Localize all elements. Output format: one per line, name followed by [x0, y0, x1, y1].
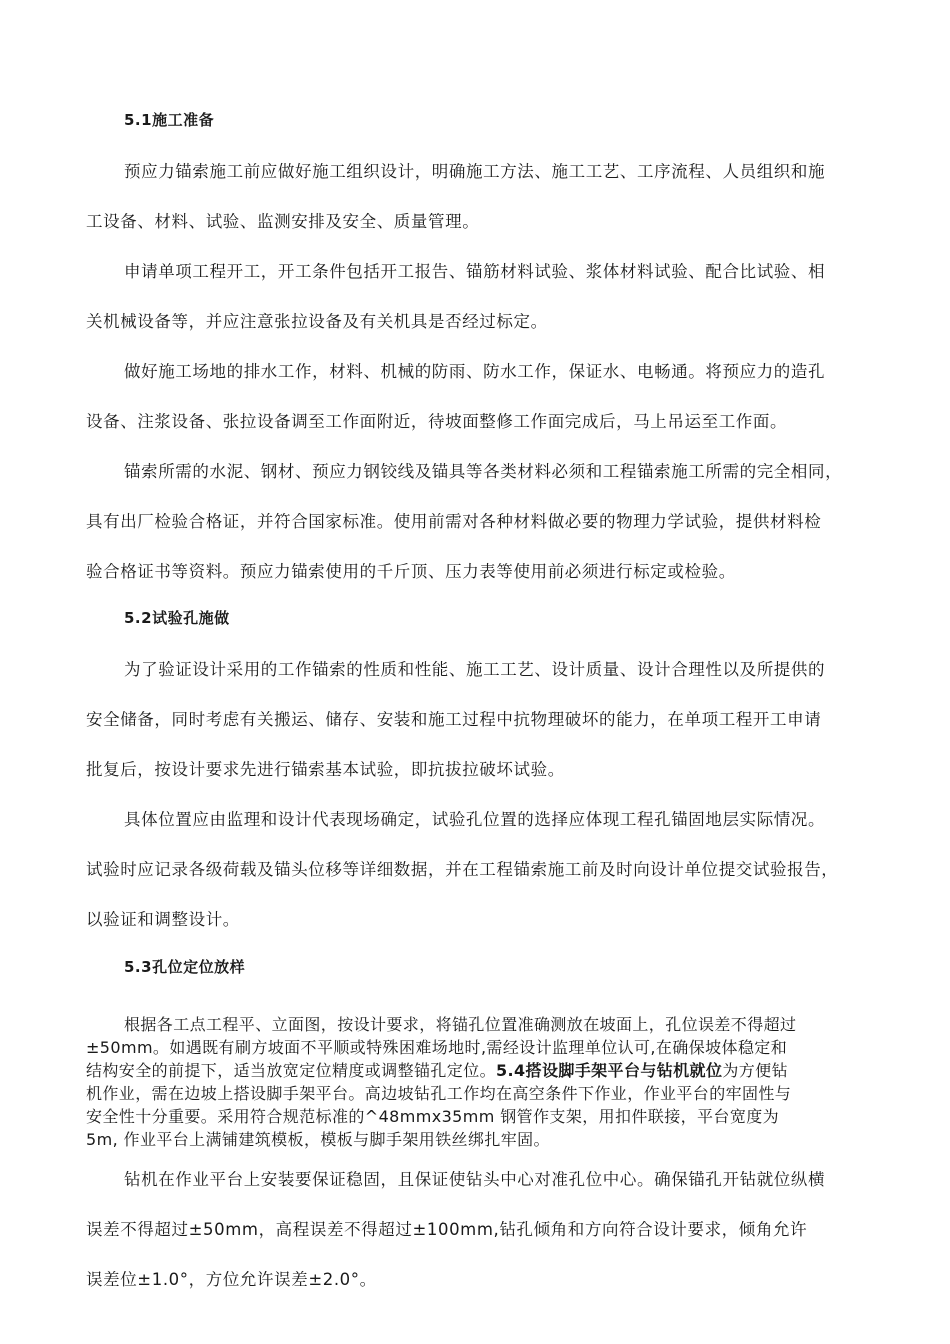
- paragraph-line: 误差不得超过±50mm，高程误差不得超过±100mm,钻孔倾角和方向符合设计要求，倾角允许: [86, 1220, 808, 1239]
- paragraph-line: ±50mm。如遇既有刷方坡面不平顺或特殊困难场地时,需经设计监理单位认可,在确保坡体稳定和: [86, 1038, 788, 1057]
- paragraph-line: 锚索所需的水泥、钢材、预应力钢铰线及锚具等各类材料必须和工程锚索施工所需的完全相同，: [124, 462, 843, 481]
- paragraph-text: 为方便钻: [722, 1061, 788, 1080]
- paragraph-line: 预应力锚索施工前应做好施工组织设计，明确施工方法、施工工艺、工序流程、人员组织和施: [124, 162, 826, 181]
- paragraph-line: 具有出厂检验合格证，并符合国家标准。使用前需对各种材料做必要的物理力学试验，提供材料检: [86, 512, 822, 531]
- section-heading-5-2: 5.2试验孔施做: [124, 609, 230, 627]
- paragraph-line: 钻机在作业平台上安装要保证稳固，且保证使钻头中心对准孔位中心。确保锚孔开钻就位纵横: [124, 1170, 826, 1189]
- section-heading-5-1: 5.1施工准备: [124, 111, 215, 129]
- section-heading-5-3: 5.3孔位定位放样: [124, 958, 246, 976]
- paragraph-line: 申请单项工程开工，开工条件包括开工报告、锚筋材料试验、浆体材料试验、配合比试验、相: [124, 262, 826, 281]
- paragraph-line: 批复后，按设计要求先进行锚索基本试验，即抗拔拉破坏试验。: [86, 760, 565, 779]
- paragraph-line-with-heading: [86, 1058, 788, 1081]
- paragraph-line: 设备、注浆设备、张拉设备调至工作面附近，待坡面整修工作面完成后，马上吊运至工作面。: [86, 412, 788, 431]
- paragraph-line: 误差位±1.0°，方位允许误差±2.0°。: [86, 1270, 377, 1289]
- paragraph-line: 关机械设备等，并应注意张拉设备及有关机具是否经过标定。: [86, 312, 548, 331]
- paragraph-line: 根据各工点工程平、立面图，按设计要求，将锚孔位置准确测放在坡面上，孔位误差不得超过: [124, 1015, 797, 1034]
- paragraph-line: 以验证和调整设计。: [86, 910, 240, 929]
- paragraph-line: 安全储备，同时考虑有关搬运、储存、安装和施工过程中抗物理破坏的能力，在单项工程开工申请: [86, 710, 822, 729]
- paragraph-line: 工设备、材料、试验、监测安排及安全、质量管理。: [86, 212, 480, 231]
- paragraph-line: 试验时应记录各级荷载及锚头位移等详细数据，并在工程锚索施工前及时向设计单位提交试验报告，: [86, 860, 839, 879]
- paragraph-line: 安全性十分重要。采用符合规范标准的^48mmx35mm 钢管作支架，用扣件联接，平台宽度为: [86, 1107, 780, 1126]
- paragraph-line: 做好施工场地的排水工作，材料、机械的防雨、防水工作，保证水、电畅通。将预应力的造孔: [124, 362, 826, 381]
- paragraph-line: 验合格证书等资料。预应力锚索使用的千斤顶、压力表等使用前必须进行标定或检验。: [86, 562, 736, 581]
- section-heading-5-4: 5.4搭设脚手架平台与钻机就位: [496, 1061, 723, 1080]
- paragraph-text: 结构安全的前提下，适当放宽定位精度或调整锚孔定位。: [86, 1061, 497, 1080]
- paragraph-line: 具体位置应由监理和设计代表现场确定，试验孔位置的选择应体现工程孔锚固地层实际情况。: [124, 810, 826, 829]
- paragraph-line: 机作业，需在边坡上搭设脚手架平台。高边坡钻孔工作均在高空条件下作业，作业平台的牢固性与: [86, 1084, 792, 1103]
- paragraph-line: 为了验证设计采用的工作锚索的性质和性能、施工工艺、设计质量、设计合理性以及所提供的: [124, 660, 826, 679]
- paragraph-line: 5m, 作业平台上满铺建筑模板，模板与脚手架用铁丝绑扎牢固。: [86, 1130, 550, 1149]
